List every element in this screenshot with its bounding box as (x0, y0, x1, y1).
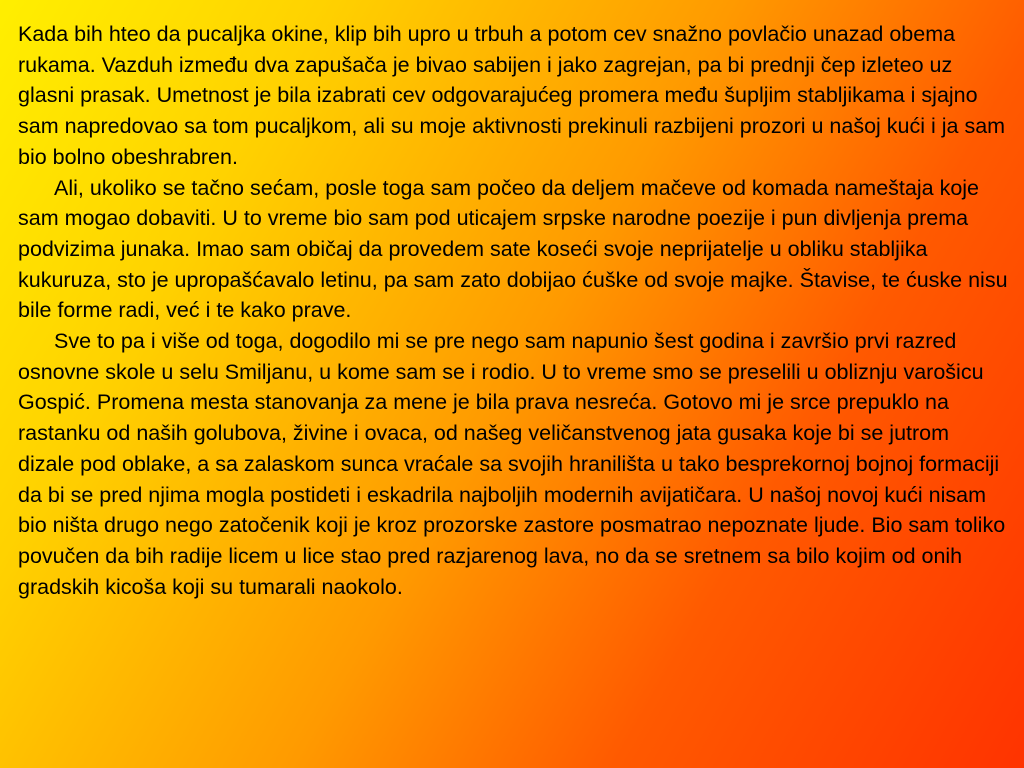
slide-text (18, 19, 1008, 602)
paragraph-1: Kada bih hteo da pucaljka okine, klip bih upro u trbuh a potom cev snažno povlačio unazad obema rukama. Vazduh između dva zapušača je bivao sabijen i jako zagrejan, pa bi prednji čep izleteo uz glasni prasak. Umetnost je bila izabrati cev odgovarajućeg promera među šupljim stabljikama i sjajno sam napredovao sa tom pucaljkom, ali su moje aktivnosti prekinuli razbijeni prozori u našoj kući i ja sam bio bolno obeshrabren. (18, 22, 1006, 169)
paragraph-3: Sve to pa i više od toga, dogodilo mi se pre nego sam napunio šest godina i završio prvi razred osnovne skole u selu Smiljanu, u kome sam se i rodio. U to vreme smo se preselili u obliznju varošicu Gospić. Promena mesta stanovanja za mene je bila prava nesreća. Gotovo mi je srce prepuklo na rastanku od naših golubova, živine i ovaca, od našeg veličanstvenog jata gusaka koje bi se jutrom dizale pod oblake, a sa zalaskom sunca vraćale sa svojih hranilišta u tako besprekornoj bojnoj formaciji da bi se pred njima mogla postideti i eskadrila najboljih modernih avijatičara. U našoj novoj kući nisam bio ništa drugo nego zatočenik koji je kroz prozorske zastore posmatrao nepoznate ljude. Bio sam toliko povučen da bih radije licem u lice stao pred razjarenog lava, no da se sretnem sa bilo kojim od onih gradskih kicoša koji su tumarali naokolo. (18, 329, 1006, 599)
paragraph-2: Ali, ukoliko se tačno sećam, posle toga sam počeo da deljem mačeve od komada nameštaja koje sam mogao dobaviti. U to vreme bio sam pod uticajem srpske narodne poezije i pun divljenja prema podvizima junaka. Imao sam običaj da provedem sate koseći svoje neprijatelje u obliku stabljika kukuruza, sto je upropašćavalo letinu, pa sam zato dobijao ćuške od svoje majke. Štavise, te ćuske nisu bile forme radi, već i te kako prave. (18, 175, 1008, 323)
